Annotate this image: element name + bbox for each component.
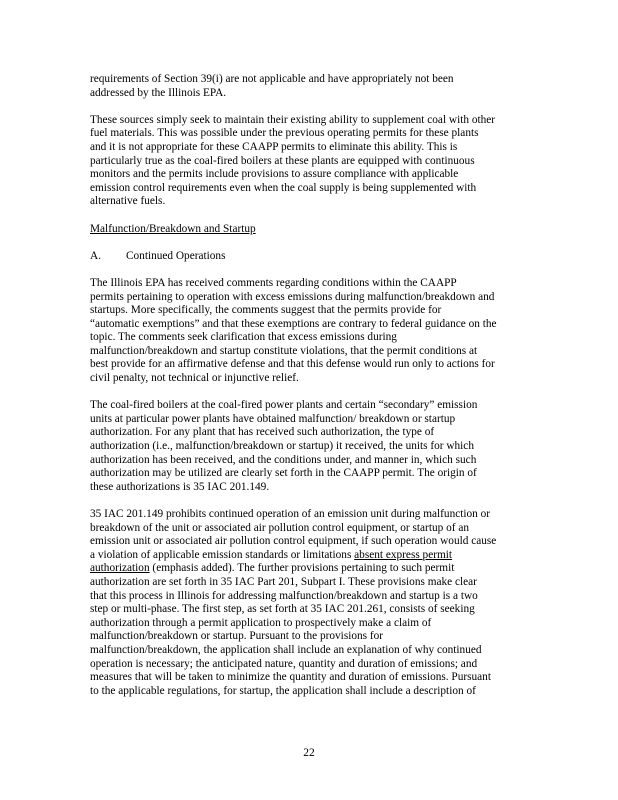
- text-line: permits pertaining to operation with excess emissions during malfunction/breakdown and: [90, 290, 495, 303]
- page-number: 22: [303, 747, 315, 759]
- paragraph-2: [90, 114, 586, 209]
- text-line: addressed by the Illinois EPA.: [90, 86, 227, 99]
- text-line: and it is not appropriate for these CAAPP permits to eliminate this ability. This is: [90, 140, 458, 153]
- paragraph-4: [90, 399, 586, 494]
- text-line: best provide for an affirmative defense and that this defense would run only to actions for: [90, 358, 495, 371]
- subheading-text: Continued Operations: [126, 249, 226, 262]
- text-line: to the applicable regulations, for startup, the application shall include a description of: [90, 684, 476, 697]
- paragraph-5: [90, 508, 586, 698]
- emphasis-text: authorization: [90, 562, 150, 575]
- text-line: authorization through a permit application to prospectively make a claim of: [90, 616, 432, 629]
- text-line: [90, 562, 586, 576]
- text-line: emission control requirements even when the coal supply is being supplemented with: [90, 181, 477, 194]
- text-line: particularly true as the coal-fired boilers at these plants are equipped with continuous: [90, 154, 475, 167]
- body-text: [90, 73, 586, 698]
- subheading-letter: A.: [90, 249, 101, 262]
- text-line: that this process in Illinois for addressing malfunction/breakdown and startup is a two: [90, 589, 478, 602]
- text-line: breakdown of the unit or associated air pollution control equipment, or startup of an: [90, 521, 469, 534]
- text-line: authorization. For any plant that has received such authorization, the type of: [90, 426, 435, 439]
- text-line: authorization are set forth in 35 IAC Part 201, Subpart I. These provisions make clear: [90, 575, 477, 588]
- text-line: emission unit or associated air pollution control equipment, if such operation would cause: [90, 535, 497, 548]
- text-line: operation is necessary; the anticipated nature, quantity and duration of emissions; and: [90, 657, 478, 670]
- text-line: topic. The comments seek clarification that excess emissions during: [90, 331, 397, 344]
- text-line: “automatic exemptions” and that these exemptions are contrary to federal guidance on the: [90, 317, 497, 330]
- text-line: The Illinois EPA has received comments regarding conditions within the CAAPP: [90, 276, 457, 289]
- text-line: requirements of Section 39(i) are not applicable and have appropriately not been: [90, 73, 454, 85]
- paragraph-1: [90, 73, 586, 100]
- text-line: civil penalty, not technical or injunctive relief.: [90, 372, 299, 385]
- text-line: units at particular power plants have obtained malfunction/ breakdown or startup: [90, 412, 456, 425]
- text-line: authorization has been received, and the conditions under, and manner in, which such: [90, 453, 477, 466]
- paragraph-3: [90, 277, 586, 386]
- text-line: step or multi-phase. The first step, as set forth at 35 IAC 201.261, consists of seeking: [90, 603, 475, 616]
- text-line: These sources simply seek to maintain their existing ability to supplement coal with other: [90, 113, 496, 126]
- text-line: authorization (i.e., malfunction/breakdown or startup) it received, the units for which: [90, 440, 474, 453]
- text-fragment: a violation of applicable emission standards or limitations: [90, 548, 355, 561]
- text-line: alternative fuels.: [90, 195, 166, 208]
- subsection-heading: [90, 250, 586, 264]
- text-line: fuel materials. This was possible under the previous operating permits for these plants: [90, 127, 479, 140]
- heading-text: Malfunction/Breakdown and Startup: [90, 222, 256, 235]
- emphasis-text: absent express permit: [354, 548, 453, 561]
- text-fragment: (emphasis added). The further provisions pertaining to such permit: [149, 562, 455, 575]
- text-line: malfunction/breakdown or startup. Pursuant to the provisions for: [90, 630, 384, 643]
- text-line: malfunction/breakdown and startup constitute violations, that the permit conditions at: [90, 344, 478, 357]
- text-line: measures that will be taken to minimize the quantity and duration of emissions. Pursuant: [90, 671, 491, 684]
- text-line: The coal-fired boilers at the coal-fired power plants and certain “secondary” emission: [90, 399, 478, 412]
- text-line: monitors and the permits include provisions to assure compliance with applicable: [90, 168, 459, 181]
- text-line: 35 IAC 201.149 prohibits continued operation of an emission unit during malfunction or: [90, 508, 491, 520]
- text-line: these authorizations is 35 IAC 201.149.: [90, 480, 270, 493]
- text-line: malfunction/breakdown, the application shall include an explanation of why continued: [90, 643, 482, 656]
- text-line: authorization may be utilized are clearly set forth in the CAAPP permit. The origin of: [90, 467, 477, 480]
- text-line: [90, 549, 586, 563]
- section-heading: [90, 223, 586, 237]
- text-line: startups. More specifically, the comments suggest that the permits provide for: [90, 304, 442, 317]
